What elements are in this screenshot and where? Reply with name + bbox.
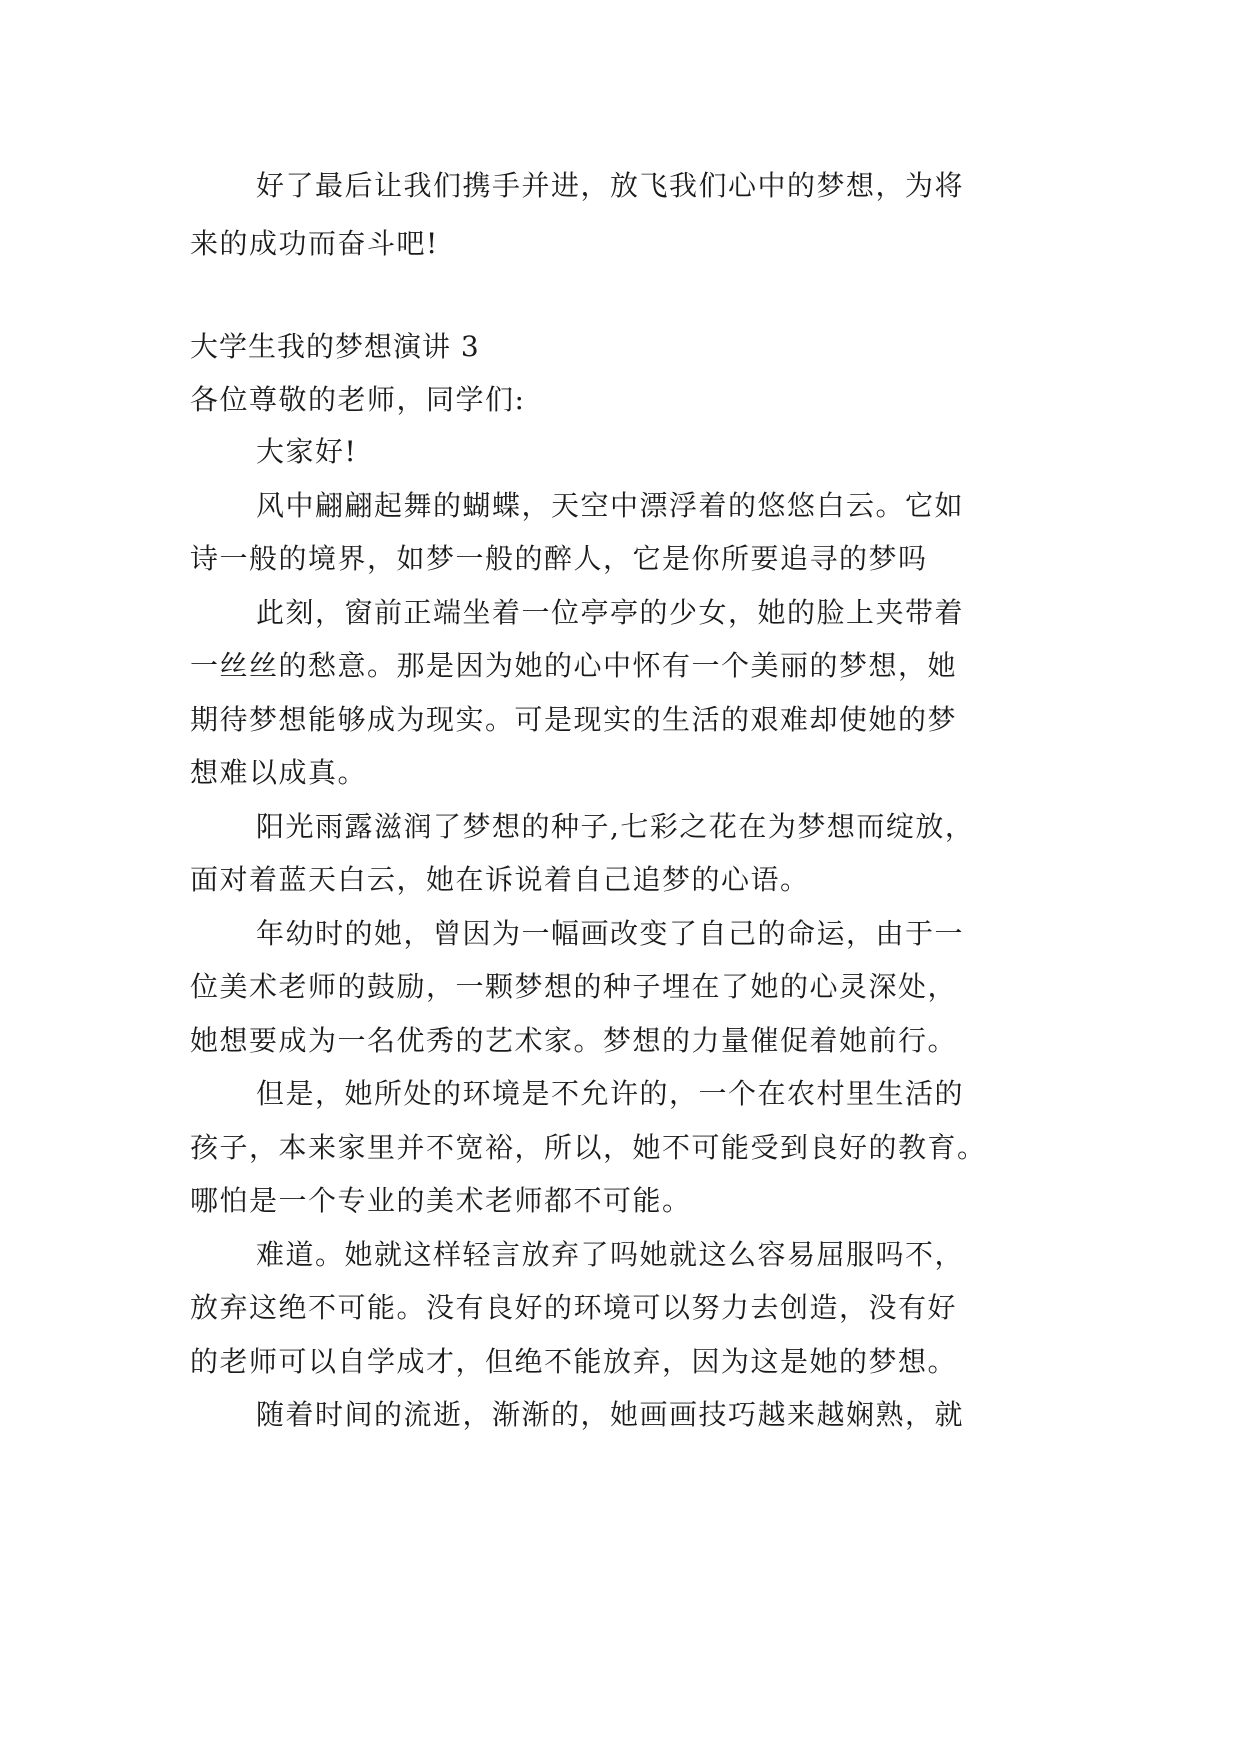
paragraph-line: 风中翩翩起舞的蝴蝶，天空中漂浮着的悠悠白云。它如 (256, 489, 965, 522)
paragraph-line: 哪怕是一个专业的美术老师都不可能。 (190, 1184, 692, 1217)
paragraph-line: 期待梦想能够成为现实。可是现实的生活的艰难却使她的梦 (190, 703, 958, 736)
paragraph-line: 但是，她所处的环境是不允许的，一个在农村里生活的 (256, 1077, 965, 1110)
paragraph-line: 她想要成为一名优秀的艺术家。梦想的力量催促着她前行。 (190, 1024, 958, 1057)
paragraph-line: 随着时间的流逝，渐渐的，她画画技巧越来越娴熟，就 (256, 1398, 965, 1431)
closing-line-2: 来的成功而奋斗吧! (190, 227, 439, 260)
paragraph-line: 诗一般的境界，如梦一般的醉人，它是你所要追寻的梦吗 (190, 542, 928, 575)
paragraph-line: 面对着蓝天白云，她在诉说着自己追梦的心语。 (190, 863, 810, 896)
paragraph-line: 的老师可以自学成才，但绝不能放弃，因为这是她的梦想。 (190, 1345, 958, 1378)
greeting: 大家好! (256, 435, 358, 468)
paragraph-line: 一丝丝的愁意。那是因为她的心中怀有一个美丽的梦想，她 (190, 649, 958, 682)
salutation: 各位尊敬的老师，同学们: (190, 383, 526, 416)
paragraph-line: 孩子，本来家里并不宽裕，所以，她不可能受到良好的教育。 (190, 1131, 987, 1164)
closing-line-1: 好了最后让我们携手并进，放飞我们心中的梦想，为将 (256, 169, 965, 202)
paragraph-line: 此刻，窗前正端坐着一位亭亭的少女，她的脸上夹带着 (256, 596, 965, 629)
paragraph-line: 想难以成真。 (190, 756, 368, 789)
paragraph-line: 位美术老师的鼓励，一颗梦想的种子埋在了她的心灵深处， (190, 970, 958, 1003)
paragraph-line: 阳光雨露滋润了梦想的种子,七彩之花在为梦想而绽放， (256, 810, 975, 843)
paragraph-line: 年幼时的她，曾因为一幅画改变了自己的命运，由于一 (256, 917, 965, 950)
paragraph-line: 难道。她就这样轻言放弃了吗她就这么容易屈服吗不， (256, 1238, 965, 1271)
paragraph-line: 放弃这绝不可能。没有良好的环境可以努力去创造，没有好 (190, 1291, 958, 1324)
section-title: 大学生我的梦想演讲 3 (190, 330, 480, 363)
